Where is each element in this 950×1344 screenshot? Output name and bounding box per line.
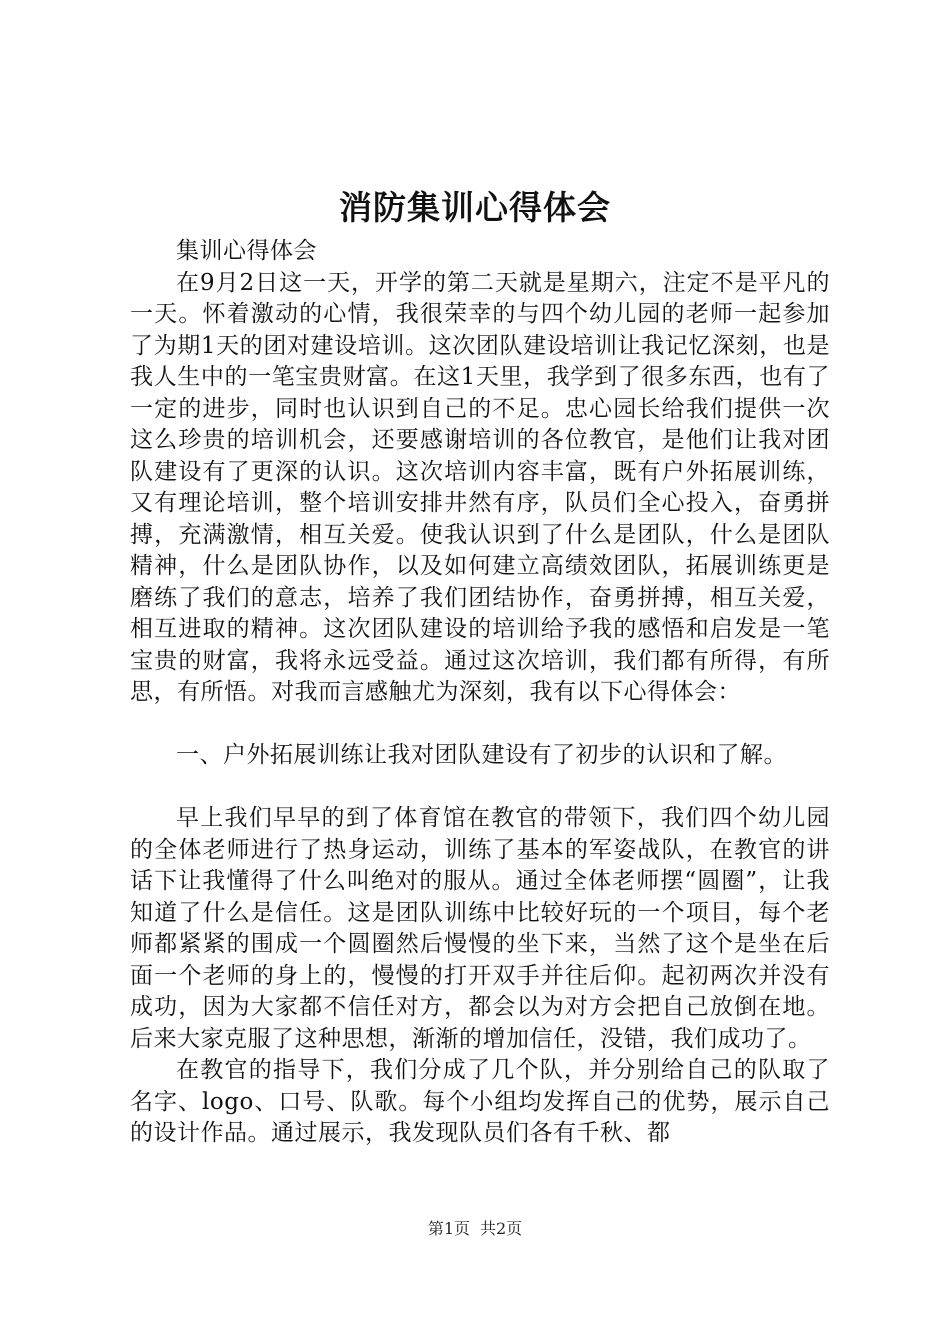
page-number: 第1页 [427,1219,470,1238]
section-heading-outdoor-training: 一、户外拓展训练让我对团队建设有了初步的认识和了解。 [176,742,787,768]
paragraph-intro: 在9月2日这一天，开学的第二天就是星期六，注定不是平凡的一天。怀着激动的心情，我很荣幸的与四个幼儿园的老师一起参加了为期1天的团对建设培训。这次团队建设培训让我记忆深刻，也是我人生中的一笔宝贵财富。在这1天里，我学到了很多东西，也有了一定的进步，同时也认识到自己的不足。忠心园长给我们提供一次这么珍贵的培训机会，还要感谢培训的各位教官，是他们让我对团队建设有了更深的认识。这次培训内容丰富，既有户外拓展训练，又有理论培训，整个培训安排井然有序，队员们全心投入，奋勇拼搏，充满激情，相互关爱。使我认识到了什么是团队，什么是团队精神，什么是团队协作，以及如何建立高绩效团队，拓展训练更是磨练了我们的意志，培养了我们团结协作，奋勇拼搏，相互关爱，相互进取的精神。这次团队建设的培训给予我的感悟和启发是一笔宝贵的财富，我将永远受益。通过这次培训，我们都有所得，有所思，有所悟。对我而言感触尤为深刻，我有以下心得体会： [130,269,830,705]
section-heading-intro: 集训心得体会 [176,238,317,264]
document-title: 消防集训心得体会 [339,188,611,227]
paragraph-morning-training: 早上我们早早的到了体育馆在教官的带领下，我们四个幼儿园的全体老师进行了热身运动，训练了基本的军姿战队，在教官的讲话下让我懂得了什么叫绝对的服从。通过全体老师摆“圆圈”，让我知道了什么是信任。这是团队训练中比较好玩的一个项目，每个老师都紧紧的围成一个圆圈然后慢慢的坐下来，当然了这个是坐在后面一个老师的身上的，慢慢的打开双手并往后仰。起初两次并没有成功，因为大家都不信任对方，都会以为对方会把自己放倒在地。后来大家克服了这种思想，渐渐的增加信任，没错，我们成功了。 [130,805,830,1052]
document-body [130,236,830,1150]
page-footer [0,1218,950,1240]
page-total: 共2页 [480,1219,523,1238]
paragraph-team-groups: 在教官的指导下，我们分成了几个队，并分别给自己的队取了名字、logo、口号、队歌。每个小组均发挥自己的优势，展示自己的设计作品。通过展示，我发现队员们各有千秋、都 [130,1057,830,1146]
